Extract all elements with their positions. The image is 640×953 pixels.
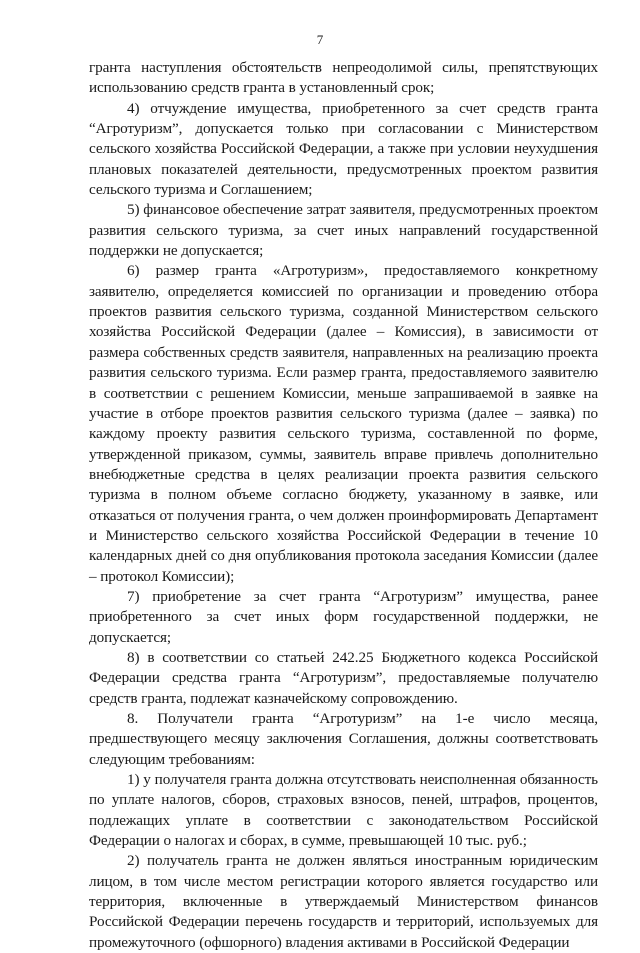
paragraph-section-8: 8. Получатели гранта “Агротуризм” на 1-е число месяца, предшествующего месяцу заключения Соглашения, должны соответствовать следующим требованиям: (89, 710, 598, 768)
paragraph-requirement-1: 1) у получателя гранта должна отсутствовать неисполненная обязанность по уплате налогов, сборов, страховых взносов, пеней, штрафов, процентов, подлежащих уплате в соответствии с законодательством Российской Федерации о налогах и сборах, в сумме, превышающей 10 тыс. руб.; (89, 771, 598, 850)
paragraph-item-6: 6) размер гранта «Агротуризм», предоставляемого конкретному заявителю, определяется комиссией по организации и проведению отбора проектов развития сельского туризма, созданной Министерством сельского хозяйства Российской Федерации (далее – Комиссия), в зависимости от размера собственных средств заявителя, направленных на реализацию проекта развития сельского туризма. Если размер гранта, предоставляемого заявителю в соответствии с решением Комиссии, меньше запрашиваемой в заявке на участие в отборе проектов развития сельского туризма (далее – заявка) по каждому проекту развития сельского туризма, составленной по форме, утвержденной приказом, суммы, заявитель вправе привлечь дополнительно внебюджетные средства в целях реализации проекта развития сельского туризма в полном объеме согласно бюджету, указанному в заявке, или отказаться от получения гранта, о чем должен проинформировать Департамент и Министерство сельского хозяйства Российской Федерации в течение 10 календарных дней со дня опубликования протокола заседания Комиссии (далее – протокол Комиссии); (89, 262, 598, 585)
paragraph-item-8: 8) в соответствии со статьей 242.25 Бюджетного кодекса Российской Федерации средства гранта “Агротуризм”, предоставляемые получателю средств гранта, подлежат казначейскому сопровождению. (89, 648, 598, 707)
paragraph-item-4: 4) отчуждение имущества, приобретенного за счет средств гранта “Агротуризм”, допускается только при согласовании с Министерством сельского хозяйства Российской Федерации, а также при условии неухудшения плановых показателей деятельности, предусмотренных проектом развития сельского туризма и Соглашением; (89, 99, 598, 199)
paragraph-item-5: 5) финансовое обеспечение затрат заявителя, предусмотренных проектом развития сельского туризма, за счет иных направлений государственной поддержки не допускается; (89, 201, 598, 260)
page-number: 7 (316, 32, 324, 47)
paragraph-requirement-2: 2) получатель гранта не должен являться иностранным юридическим лицом, в том числе местом регистрации которого является государство или территория, включенные в утверждаемый Министерством финансов Российской Федерации перечень государств и территорий, используемых для промежуточного (офшорного) владения активами в Российской Федерации (89, 852, 598, 951)
paragraph-continuation: гранта наступления обстоятельств непреодолимой силы, препятствующих использованию средств гранта в установленный срок; (89, 59, 598, 97)
paragraph-item-7: 7) приобретение за счет гранта “Агротуризм” имущества, ранее приобретенного за счет иных форм государственной поддержки, не допускается; (89, 587, 598, 646)
document-body (89, 58, 598, 953)
